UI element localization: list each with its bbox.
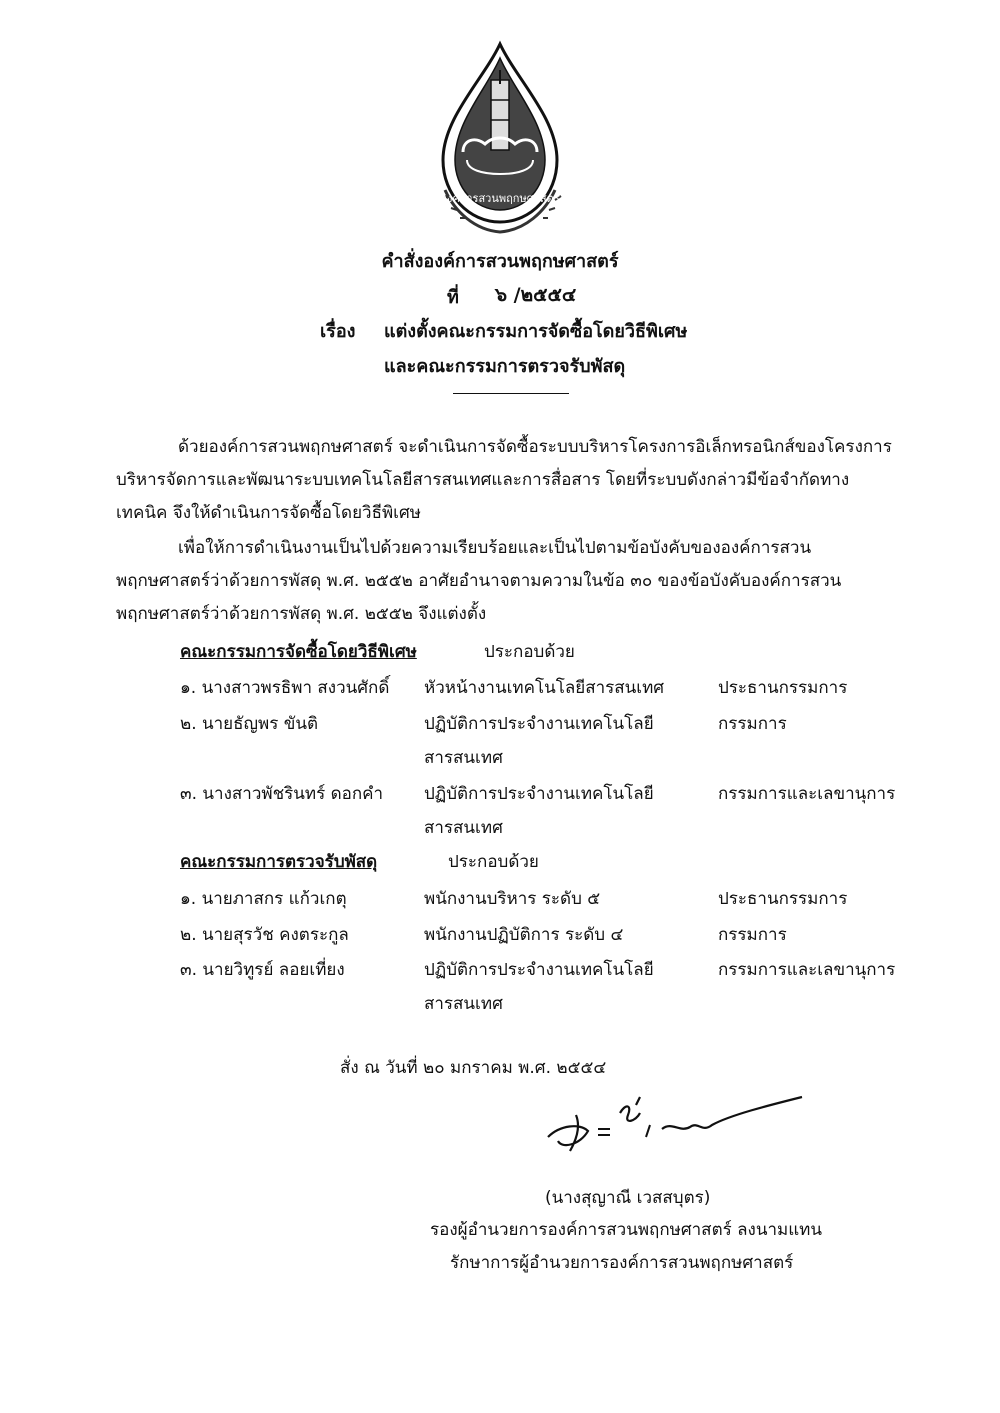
emblem-text: องค์การสวนพฤกษศาสตร์	[440, 192, 560, 205]
member-role: กรรมการ	[718, 714, 787, 734]
member-position-cont: สารสนเทศ	[424, 748, 503, 768]
committee-1-heading: คณะกรรมการจัดซื้อโดยวิธีพิเศษ	[180, 642, 417, 662]
member-role: ประธานกรรมการ	[718, 889, 848, 909]
paragraph-1: ด้วยองค์การสวนพฤกษศาสตร์ จะดำเนินการจัดซื้อระบบบริหารโครงการอิเล็กทรอนิกส์ของโครงการบริหารจัดการและพัฒนาระบบเทคโนโลยีสารสนเทศและการสื่อสาร โดยที่ระบบดังกล่าวมีข้อจำกัดทางเทคนิค จึงให้ดำเนินการจัดซื้อโดยวิธีพิเศษ	[116, 437, 892, 523]
organization-emblem	[425, 40, 575, 240]
committee-2-heading: คณะกรรมการตรวจรับพัสดุ	[180, 852, 378, 872]
member-role: กรรมการและเลขานุการ	[718, 784, 896, 804]
paragraph-2: เพื่อให้การดำเนินงานเป็นไปด้วยความเรียบร้อยและเป็นไปตามข้อบังคับขององค์การสวนพฤกษศาสตร์ว่าด้วยการพัสดุ พ.ศ. ๒๕๕๒ อาศัยอำนาจตามความในข้อ ๓๐ ของข้อบังคับองค์การสวนพฤกษศาสตร์ว่าด้วยการพัสดุ พ.ศ. ๒๕๕๒ จึงแต่งตั้ง	[116, 538, 842, 624]
member-role: ประธานกรรมการ	[718, 678, 848, 698]
subject-line-1: แต่งตั้งคณะกรรมการจัดซื้อโดยวิธีพิเศษ	[384, 321, 688, 342]
member-name: ๑. นางสาวพรธิพา สงวนศักดิ์	[180, 678, 390, 698]
member-position-cont: สารสนเทศ	[424, 818, 503, 838]
subject-label: เรื่อง	[320, 321, 356, 342]
order-date: สั่ง ณ วันที่ ๒๐ มกราคม พ.ศ. ๒๕๕๔	[340, 1058, 607, 1078]
member-name: ๓. นายวิทูรย์ ลอยเที่ยง	[180, 960, 345, 980]
handwritten-signature	[540, 1085, 810, 1155]
member-position-cont: สารสนเทศ	[424, 994, 503, 1014]
member-position: พนักงานบริหาร ระดับ ๕	[424, 889, 601, 909]
member-role: กรรมการและเลขานุการ	[718, 960, 896, 980]
header-divider	[453, 393, 569, 394]
signer-name: (นางสุญาณี เวสสบุตร)	[545, 1188, 711, 1208]
member-position: ปฏิบัติการประจำงานเทคโนโลยี	[424, 784, 654, 804]
order-number: ๖ /๒๕๕๔	[495, 284, 577, 306]
member-position: พนักงานปฏิบัติการ ระดับ ๔	[424, 925, 624, 945]
member-position: ปฏิบัติการประจำงานเทคโนโลยี	[424, 714, 654, 734]
member-name: ๒. นายธัญพร ขันติ	[180, 714, 319, 734]
member-name: ๑. นายภาสกร แก้วเกตุ	[180, 889, 347, 909]
subject-line-2: และคณะกรรมการตรวจรับพัสดุ	[384, 356, 626, 377]
number-label: ที่	[447, 287, 459, 308]
order-title: คำสั่งองค์การสวนพฤกษศาสตร์	[381, 251, 619, 272]
signer-title-1: รองผู้อำนวยการองค์การสวนพฤกษศาสตร์ ลงนามแทน	[430, 1220, 823, 1240]
signer-title-2: รักษาการผู้อำนวยการองค์การสวนพฤกษศาสตร์	[450, 1253, 794, 1273]
committee-1-composed: ประกอบด้วย	[484, 642, 575, 662]
member-position: ปฏิบัติการประจำงานเทคโนโลยี	[424, 960, 654, 980]
member-position: หัวหน้างานเทคโนโลยีสารสนเทศ	[424, 678, 665, 698]
member-name: ๓. นางสาวพัชรินทร์ ดอกคำ	[180, 784, 384, 804]
committee-2-composed: ประกอบด้วย	[448, 852, 539, 872]
member-role: กรรมการ	[718, 925, 787, 945]
member-name: ๒. นายสุรวัช คงตระกูล	[180, 925, 349, 945]
